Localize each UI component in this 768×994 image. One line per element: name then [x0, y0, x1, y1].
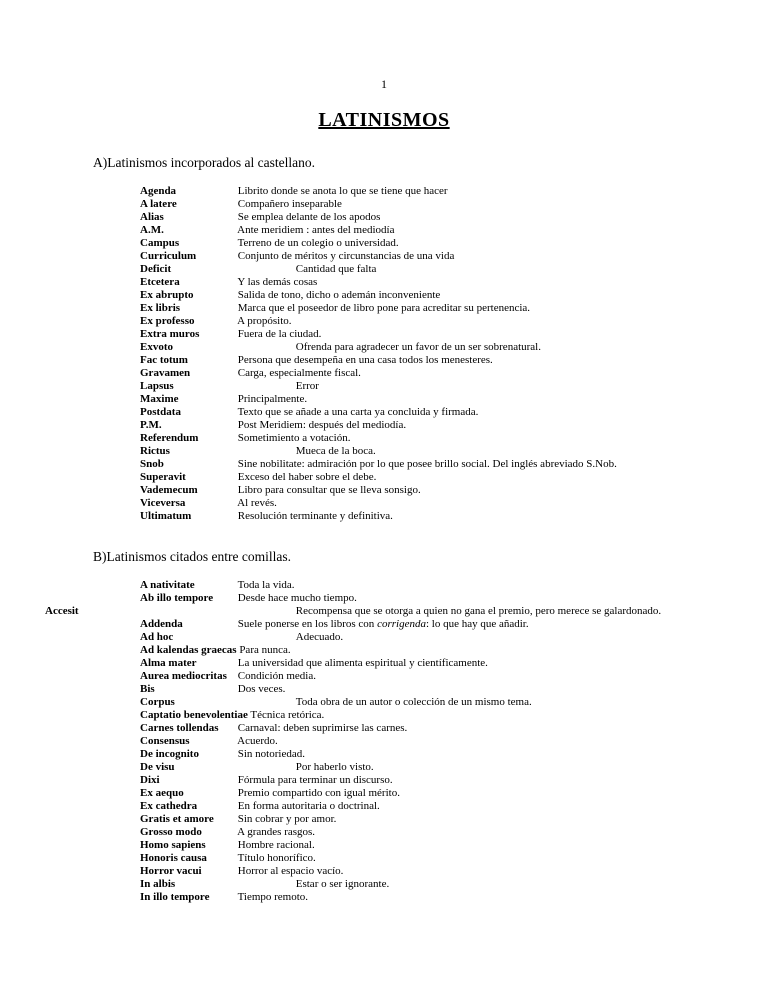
entry-row [140, 458, 677, 471]
entry-row [140, 852, 677, 865]
definition-text: Acuerdo. [237, 735, 278, 747]
entry-row [140, 354, 677, 367]
section-a-heading: A)Latinismos incorporados al castellano. [93, 155, 315, 170]
definition-text: Título honorífico. [237, 852, 316, 864]
definition-text: Tiempo remoto. [237, 891, 309, 903]
term-text: Ex abrupto [140, 289, 194, 301]
term-text: Carnes tollendas [140, 722, 219, 734]
term-text: Postdata [140, 406, 181, 418]
definition-text: Ante meridiem : antes del mediodía [237, 224, 395, 236]
entry-row [140, 709, 677, 722]
definition-text: Conjunto de méritos y circunstancias de una vida [237, 250, 455, 262]
term-text: Campus [140, 237, 180, 249]
definition-text: Fuera de la ciudad. [237, 328, 322, 340]
entry-row [140, 592, 677, 605]
entry-row [140, 670, 677, 683]
definition-text: Ofrenda para agradecer un favor de un ser sobrenatural. [295, 341, 541, 353]
section-a-list [140, 185, 677, 523]
entry-row [140, 696, 677, 709]
term-text: Homo sapiens [140, 839, 206, 851]
definition-text: Sometimiento a votación. [237, 432, 351, 444]
term-text: Ex aequo [140, 787, 184, 799]
entry-row [140, 683, 677, 696]
definition-text: Salida de tono, dicho o ademán inconveniente [237, 289, 441, 301]
definition-text: Sin cobrar y por amor. [237, 813, 337, 825]
term-text: A latere [140, 198, 177, 210]
term-text: Superavit [140, 471, 186, 483]
entry-row [140, 211, 677, 224]
definition-text: La universidad que alimenta espiritual y científicamente. [237, 657, 488, 669]
definition-text: Exceso del haber sobre el debe. [237, 471, 377, 483]
section-b-list [45, 579, 677, 904]
term-text: Ex professo [140, 315, 195, 327]
term-text: Rictus [140, 445, 170, 457]
term-text: Honoris causa [140, 852, 207, 864]
definition-text: Marca que el poseedor de libro pone para acreditar su pertenencia. [237, 302, 531, 314]
entry-row [140, 800, 677, 813]
page-number: 1 [381, 77, 387, 91]
term-text: Aurea mediocritas [140, 670, 227, 682]
definition-text: Condición media. [237, 670, 316, 682]
term-text: Gravamen [140, 367, 191, 379]
term-text: A.M. [140, 224, 164, 236]
definition-text: Toda obra de un autor o colección de un mismo tema. [295, 696, 532, 708]
entry-row [140, 185, 677, 198]
term-text: Horror vacui [140, 865, 202, 877]
section-b-heading: B)Latinismos citados entre comillas. [93, 549, 291, 564]
definition-text: Horror al espacio vacío. [237, 865, 344, 877]
term-text: Ab illo tempore [140, 592, 214, 604]
definition-text: Mueca de la boca. [295, 445, 376, 457]
term-text: Snob [140, 458, 164, 470]
definition-text: Hombre racional. [237, 839, 315, 851]
term-text: Gratis et amore [140, 813, 214, 825]
term-text: Viceversa [140, 497, 186, 509]
term-text: Consensus [140, 735, 190, 747]
entry-row [140, 315, 677, 328]
definition-text: Sin notoriedad. [237, 748, 305, 760]
definition-text: En forma autoritaria o doctrinal. [237, 800, 380, 812]
definition-text: A propósito. [237, 315, 292, 327]
definition-text: corrigenda [377, 618, 426, 630]
entry-row [140, 761, 677, 774]
term-text: Exvoto [140, 341, 173, 353]
entry-row [140, 471, 677, 484]
entry-row [140, 237, 677, 250]
definition-text: A grandes rasgos. [237, 826, 316, 838]
entry-row [140, 813, 677, 826]
term-text: Vademecum [140, 484, 198, 496]
term-text: Agenda [140, 185, 177, 197]
term-text: Curriculum [140, 250, 197, 262]
term-text: Accesit [45, 605, 79, 617]
entry-row [140, 579, 677, 592]
definition-text: Libro para consultar que se lleva sonsigo. [237, 484, 421, 496]
entry-row [140, 891, 677, 904]
definition-text: Se emplea delante de los apodos [237, 211, 381, 223]
definition-text: Recompensa que se otorga a quien no gana el premio, pero merece se galardonado. [295, 605, 662, 617]
definition-text: Suele ponerse en los libros con [237, 618, 378, 630]
term-text: In illo tempore [140, 891, 210, 903]
definition-text: Sine nobilitate: admiración por lo que posee brillo social. Del inglés abreviado S.Nob. [237, 458, 617, 470]
term-text: Maxime [140, 393, 179, 405]
term-text: Alias [140, 211, 164, 223]
term-text: P.M. [140, 419, 162, 431]
term-text: Addenda [140, 618, 183, 630]
entry-row [140, 380, 677, 393]
term-text: Deficit [140, 263, 172, 275]
entry-row [140, 878, 677, 891]
term-text: Grosso modo [140, 826, 202, 838]
entry-row [140, 289, 677, 302]
definition-text: Terreno de un colegio o universidad. [237, 237, 399, 249]
definition-text: Carnaval: deben suprimirse las carnes. [237, 722, 408, 734]
definition-text: Y las demás cosas [237, 276, 318, 288]
definition-text: Compañero inseparable [237, 198, 342, 210]
document-title: LATINISMOS [318, 109, 450, 131]
term-text: Captatio benevolentiae [140, 709, 248, 721]
entry-row [140, 510, 677, 523]
term-text: Ex cathedra [140, 800, 198, 812]
definition-text: Para nunca. [239, 644, 291, 656]
term-text: A nativitate [140, 579, 195, 591]
entry-row [140, 722, 677, 735]
definition-text: Carga, especialmente fiscal. [237, 367, 361, 379]
definition-text: Persona que desempeña en una casa todos los menesteres. [237, 354, 493, 366]
term-text: Referendum [140, 432, 199, 444]
term-text: Ad kalendas graecas [140, 644, 237, 656]
entry-row [45, 605, 677, 618]
definition-text: Toda la vida. [237, 579, 295, 591]
entry-row [140, 250, 677, 263]
entry-row [140, 631, 677, 644]
entry-row [140, 367, 677, 380]
definition-text: Error [295, 380, 319, 392]
entry-row [140, 432, 677, 445]
term-text: Ex libris [140, 302, 181, 314]
definition-text: Técnica retórica. [250, 709, 325, 721]
definition-text: Librito donde se anota lo que se tiene que hacer [237, 185, 448, 197]
definition-text: Premio compartido con igual mérito. [237, 787, 400, 799]
entry-row [140, 735, 677, 748]
entry-row [140, 865, 677, 878]
entry-row [140, 484, 677, 497]
entry-row [140, 644, 677, 657]
entry-row [140, 419, 677, 432]
term-text: Ad hoc [140, 631, 174, 643]
entry-row [140, 497, 677, 510]
definition-text: Resolución terminante y definitiva. [237, 510, 393, 522]
term-text: Extra muros [140, 328, 200, 340]
term-text: Alma mater [140, 657, 197, 669]
definition-text: Adecuado. [295, 631, 344, 643]
entry-row [140, 393, 677, 406]
term-text: Corpus [140, 696, 175, 708]
definition-text: : lo que hay que añadir. [425, 618, 529, 630]
entry-row [140, 826, 677, 839]
term-text: De incognito [140, 748, 199, 760]
term-text: De visu [140, 761, 175, 773]
term-text: Lapsus [140, 380, 174, 392]
entry-row [140, 263, 677, 276]
term-text: Bis [140, 683, 155, 695]
entry-row [140, 657, 677, 670]
entry-row [140, 445, 677, 458]
entry-row [140, 328, 677, 341]
term-text: Etcetera [140, 276, 180, 288]
definition-text: Texto que se añade a una carta ya concluida y firmada. [237, 406, 479, 418]
definition-text: Principalmente. [237, 393, 308, 405]
definition-text: Fórmula para terminar un discurso. [237, 774, 393, 786]
definition-text: Desde hace mucho tiempo. [237, 592, 357, 604]
definition-text: Estar o ser ignorante. [295, 878, 390, 890]
entry-row [140, 618, 677, 631]
entry-row [140, 748, 677, 761]
definition-text: Por haberlo visto. [295, 761, 374, 773]
definition-text: Post Meridiem: después del mediodía. [237, 419, 407, 431]
entry-row [140, 198, 677, 211]
entry-row [140, 341, 677, 354]
entry-row [140, 774, 677, 787]
entry-row [140, 787, 677, 800]
definition-text: Dos veces. [237, 683, 286, 695]
definition-text: Al revés. [237, 497, 277, 509]
entry-row [140, 839, 677, 852]
entry-row [140, 406, 677, 419]
entry-row [140, 276, 677, 289]
term-text: Dixi [140, 774, 160, 786]
term-text: Ultimatum [140, 510, 192, 522]
entry-row [140, 224, 677, 237]
term-text: In albis [140, 878, 176, 890]
term-text: Fac totum [140, 354, 188, 366]
entry-row [140, 302, 677, 315]
definition-text: Cantidad que falta [295, 263, 377, 275]
